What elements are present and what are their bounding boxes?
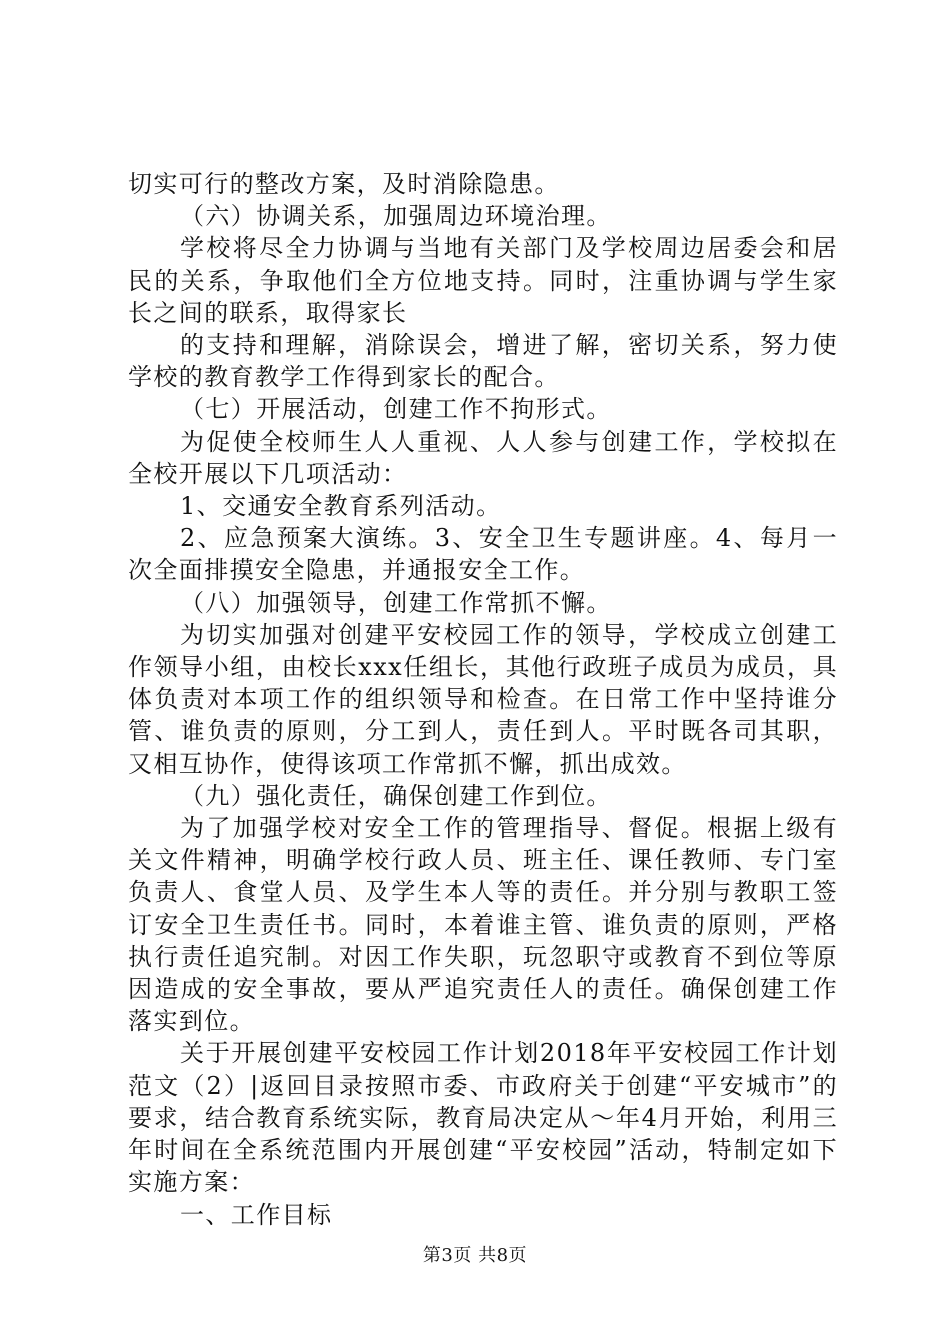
- paragraph: 为了加强学校对安全工作的管理指导、督促。根据上级有关文件精神，明确学校行政人员、班主任、课任教师、专门室负责人、食堂人员、及学生本人等的责任。并分别与教职工签订安全卫生责任书。同时，本着谁主管、谁负责的原则，严格执行责任追究制。对因工作失职，玩忽职守或教育不到位等原因造成的安全事故，要从严追究责任人的责任。确保创建工作落实到位。: [128, 814, 838, 1036]
- section-heading: （七）开展活动，创建工作不拘形式。: [180, 395, 612, 424]
- paragraph: 的支持和理解，消除误会，增进了解，密切关系，努力使学校的教育教学工作得到家长的配合。: [128, 331, 838, 392]
- paragraph: 关于开展创建平安校园工作计划2018年平安校园工作计划范文（2）|返回目录按照市委、市政府关于创建“平安城市”的要求，结合教育系统实际，教育局决定从～年4月开始，利用三年时间在全系统范围内开展创建“平安校园”活动，特制定如下实施方案：: [128, 1039, 838, 1197]
- paragraph: 为促使全校师生人人重视、人人参与创建工作，学校拟在全校开展以下几项活动：: [128, 427, 838, 488]
- section-heading: 一、工作目标: [180, 1200, 333, 1229]
- list-item: 1、交通安全教育系列活动。: [180, 492, 502, 521]
- paragraph: 切实可行的整改方案，及时消除隐患。: [128, 170, 560, 198]
- paragraph: 为切实加强对创建平安校园工作的领导，学校成立创建工作领导小组，由校长xxx任组长，其他行政班子成员为成员，具体负责对本项工作的组织领导和检查。在日常工作中坚持谁分管、谁负责的原则，分工到人，责任到人。平时既各司其职，又相互协作，使得该项工作常抓不懈，抓出成效。: [128, 620, 838, 778]
- section-heading: （九）强化责任，确保创建工作到位。: [180, 781, 612, 810]
- page-footer: 第3页 共8页: [422, 1245, 528, 1266]
- section-heading: （六）协调关系，加强周边环境治理。: [180, 202, 612, 231]
- document-body: [128, 168, 838, 1231]
- section-heading: （八）加强领导，创建工作常抓不懈。: [180, 588, 612, 617]
- list-item: 2、应急预案大演练。3、安全卫生专题讲座。4、每月一次全面排摸安全隐患，并通报安全工作。: [128, 524, 838, 585]
- paragraph: 学校将尽全力协调与当地有关部门及学校周边居委会和居民的关系，争取他们全方位地支持。同时，注重协调与学生家长之间的联系，取得家长: [128, 234, 838, 327]
